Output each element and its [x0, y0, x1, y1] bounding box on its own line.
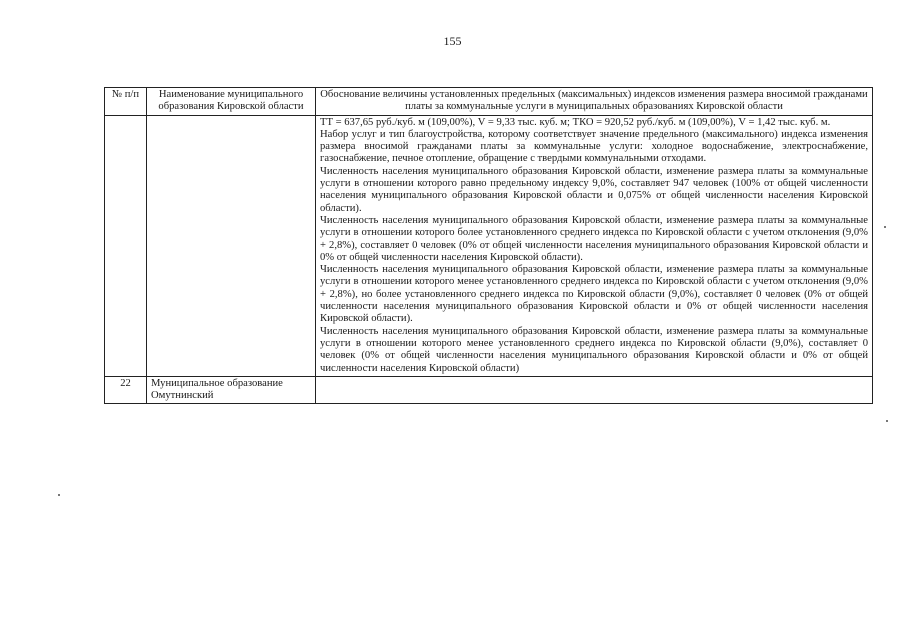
- page-number: 155: [443, 34, 462, 48]
- row-num-cell: [105, 115, 147, 376]
- scan-speck: [886, 420, 888, 422]
- row-num-cell: 22: [105, 376, 147, 404]
- paragraph: Численность населения муниципального образования Кировской области, изменение размера платы за коммунальные услуги в отношении которого менее установленного среднего индекса по Кировской области с учетом отклонения (9,0% + 2,8%), но более установленного среднего индекса по Кировской области (9,0%), составляет 0 человек (0% от общей численности населения муниципального образования Кировской области и 0% от общей численности населения Кировской области).: [320, 264, 868, 325]
- header-justification: Обоснование величины установленных предельных (максимальных) индексов изменения размера вносимой гражданами платы за коммунальные услуги в муниципальных образованиях Кировской области: [316, 88, 873, 116]
- scan-speck: [884, 226, 886, 228]
- header-num: № п/п: [105, 88, 147, 116]
- row-name-cell: [147, 115, 316, 376]
- paragraph: Численность населения муниципального образования Кировской области, изменение размера платы за коммунальные услуги в отношении которого более установленного среднего индекса по Кировской области с учетом отклонения (9,0% + 2,8%), составляет 0 человек (0% от общей численности населения муниципального образования Кировской области и 0% от общей численности населения Кировской области).: [320, 214, 868, 263]
- paragraph: Численность населения муниципального образования Кировской области, изменение размера платы за коммунальные услуги в отношении которого равно предельному индексу 9,0%, составляет 947 человек (100% от общей численности населения муниципального образования Кировской области и 0,075% от общей численности населения Кировской области).: [320, 165, 868, 214]
- paragraph: Набор услуг и тип благоустройства, которому соответствует значение предельного (максимального) индекса изменения размера вносимой гражданами платы за коммунальные услуги: холодное водоснабжение, электроснабжение, газоснабжение, печное отопление, обращение с твердыми коммунальными отходами.: [320, 128, 868, 165]
- header-name: Наименование муниципального образования Кировской области: [147, 88, 316, 116]
- table-row: [105, 115, 873, 376]
- indices-table: [104, 87, 873, 404]
- paragraph: Численность населения муниципального образования Кировской области, изменение размера платы за коммунальные услуги в отношении которого менее установленного среднего индекса по Кировской области (9,0%), составляет 0 человек (0% от общей численности населения муниципального образования Кировской области и 0% от общей численности населения Кировской области): [320, 325, 868, 374]
- paragraph: ТТ = 637,65 руб./куб. м (109,00%), V = 9,33 тыс. куб. м; ТКО = 920,52 руб./куб. м (109,00%), V = 1,42 тыс. куб. м.: [320, 116, 831, 128]
- row-justification-cell: [316, 115, 873, 376]
- scan-speck: [58, 494, 60, 496]
- row-justification-cell: [316, 376, 873, 404]
- row-name-cell: Муниципальное образование Омутнинский: [147, 376, 316, 404]
- table-row: [105, 376, 873, 404]
- table-header-row: [105, 88, 873, 116]
